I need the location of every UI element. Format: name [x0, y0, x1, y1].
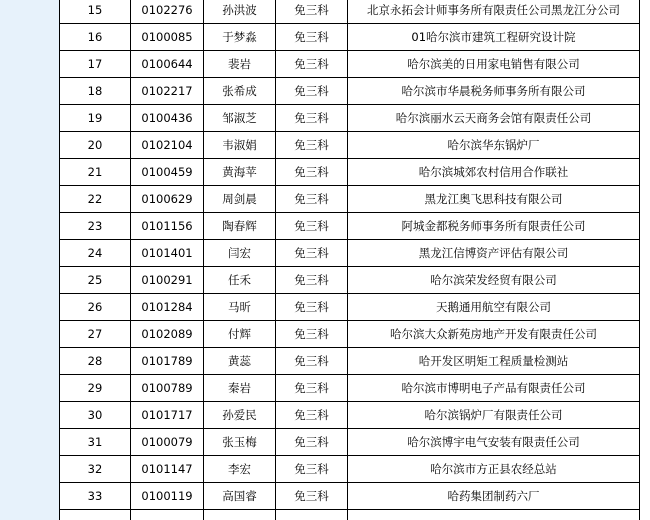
exam-code-cell: 0101789	[131, 348, 204, 375]
organization-cell: 哈药集团制药六厂	[348, 483, 640, 510]
page-margin-left	[0, 0, 59, 520]
row-number-cell: 27	[60, 321, 131, 348]
table-row	[60, 24, 640, 51]
person-name-cell: 陶春辉	[204, 213, 276, 240]
exam-code-cell: 0101284	[131, 294, 204, 321]
exam-code-cell: 0100459	[131, 159, 204, 186]
organization-cell: 哈尔滨博宇电气安装有限责任公司	[348, 429, 640, 456]
organization-cell: 哈开发区明矩工程质量检测站	[348, 348, 640, 375]
row-number-cell: 16	[60, 24, 131, 51]
person-name-cell: 闫宏	[204, 240, 276, 267]
organization-cell: 哈尔滨荣发经贸有限公司	[348, 267, 640, 294]
exemption-cell: 免三科	[276, 51, 348, 78]
exemption-cell	[276, 510, 348, 520]
exam-code-cell: 0100119	[131, 483, 204, 510]
row-number-cell: 21	[60, 159, 131, 186]
row-number-cell: 20	[60, 132, 131, 159]
person-name-cell: 任禾	[204, 267, 276, 294]
person-name-cell: 付辉	[204, 321, 276, 348]
table-row	[60, 402, 640, 429]
row-number-cell: 28	[60, 348, 131, 375]
exam-code-cell	[131, 510, 204, 520]
row-number-cell: 24	[60, 240, 131, 267]
table-row	[60, 78, 640, 105]
exemption-cell: 免三科	[276, 321, 348, 348]
person-name-cell: 孙爱民	[204, 402, 276, 429]
row-number-cell	[60, 510, 131, 520]
person-name-cell: 黄蕊	[204, 348, 276, 375]
organization-cell	[348, 510, 640, 520]
exam-code-cell: 0102104	[131, 132, 204, 159]
exemption-cell: 免三科	[276, 240, 348, 267]
exam-code-cell: 0100789	[131, 375, 204, 402]
organization-cell: 哈尔滨锅炉厂有限责任公司	[348, 402, 640, 429]
table-row	[60, 51, 640, 78]
table-row	[60, 456, 640, 483]
row-number-cell: 30	[60, 402, 131, 429]
organization-cell: 北京永拓会计师事务所有限责任公司黑龙江分公司	[348, 0, 640, 24]
organization-cell: 黑龙江信博资产评估有限公司	[348, 240, 640, 267]
table-row	[60, 429, 640, 456]
table-row	[60, 186, 640, 213]
organization-cell: 哈尔滨市博明电子产品有限责任公司	[348, 375, 640, 402]
row-number-cell: 22	[60, 186, 131, 213]
person-name-cell: 张玉梅	[204, 429, 276, 456]
row-number-cell: 31	[60, 429, 131, 456]
row-number-cell: 32	[60, 456, 131, 483]
table-row	[60, 483, 640, 510]
person-name-cell	[204, 510, 276, 520]
exemption-cell: 免三科	[276, 402, 348, 429]
row-number-cell: 29	[60, 375, 131, 402]
exemption-cell: 免三科	[276, 348, 348, 375]
exemption-cell: 免三科	[276, 294, 348, 321]
organization-cell: 天鹅通用航空有限公司	[348, 294, 640, 321]
exam-code-cell: 0101717	[131, 402, 204, 429]
table-row	[60, 267, 640, 294]
exemption-cell: 免三科	[276, 159, 348, 186]
table-row	[60, 0, 640, 24]
exam-code-cell: 0102276	[131, 0, 204, 24]
exemption-cell: 免三科	[276, 0, 348, 24]
organization-cell: 哈尔滨市方正县农经总站	[348, 456, 640, 483]
exam-code-cell: 0101401	[131, 240, 204, 267]
organization-cell: 黑龙江奥飞思科技有限公司	[348, 186, 640, 213]
exemption-cell: 免三科	[276, 132, 348, 159]
table-row	[60, 294, 640, 321]
table-body	[60, 0, 640, 520]
exemption-cell: 免三科	[276, 429, 348, 456]
organization-cell: 阿城金都税务师事务所有限责任公司	[348, 213, 640, 240]
table-row	[60, 510, 640, 520]
exemption-cell: 免三科	[276, 213, 348, 240]
person-name-cell: 马昕	[204, 294, 276, 321]
person-name-cell: 李宏	[204, 456, 276, 483]
organization-cell: 哈尔滨丽水云天商务会馆有限责任公司	[348, 105, 640, 132]
table-row	[60, 159, 640, 186]
row-number-cell: 18	[60, 78, 131, 105]
person-name-cell: 于梦淼	[204, 24, 276, 51]
person-name-cell: 周剑晨	[204, 186, 276, 213]
person-name-cell: 裴岩	[204, 51, 276, 78]
exam-code-cell: 0101147	[131, 456, 204, 483]
exemption-cell: 免三科	[276, 483, 348, 510]
row-number-cell: 23	[60, 213, 131, 240]
exam-code-cell: 0100644	[131, 51, 204, 78]
person-name-cell: 高国睿	[204, 483, 276, 510]
exam-code-cell: 0101156	[131, 213, 204, 240]
person-name-cell: 韦淑娟	[204, 132, 276, 159]
exemption-cell: 免三科	[276, 267, 348, 294]
exemption-table	[59, 0, 640, 520]
exam-code-cell: 0100079	[131, 429, 204, 456]
exemption-cell: 免三科	[276, 78, 348, 105]
row-number-cell: 19	[60, 105, 131, 132]
exemption-cell: 免三科	[276, 186, 348, 213]
exemption-cell: 免三科	[276, 375, 348, 402]
row-number-cell: 33	[60, 483, 131, 510]
exam-code-cell: 0100436	[131, 105, 204, 132]
table-row	[60, 240, 640, 267]
person-name-cell: 秦岩	[204, 375, 276, 402]
exam-code-cell: 0102089	[131, 321, 204, 348]
exemption-cell: 免三科	[276, 456, 348, 483]
table-row	[60, 132, 640, 159]
organization-cell: 哈尔滨华东锅炉厂	[348, 132, 640, 159]
organization-cell: 哈尔滨美的日用家电销售有限公司	[348, 51, 640, 78]
row-number-cell: 26	[60, 294, 131, 321]
exemption-cell: 免三科	[276, 105, 348, 132]
row-number-cell: 15	[60, 0, 131, 24]
organization-cell: 哈尔滨市华晨税务师事务所有限公司	[348, 78, 640, 105]
page-margin-right	[640, 0, 650, 520]
person-name-cell: 孙洪波	[204, 0, 276, 24]
exam-code-cell: 0100291	[131, 267, 204, 294]
table-row	[60, 105, 640, 132]
organization-cell: 01哈尔滨市建筑工程研究设计院	[348, 24, 640, 51]
table-row	[60, 213, 640, 240]
organization-cell: 哈尔滨大众新苑房地产开发有限责任公司	[348, 321, 640, 348]
table-row	[60, 375, 640, 402]
exam-code-cell: 0102217	[131, 78, 204, 105]
row-number-cell: 25	[60, 267, 131, 294]
table-row	[60, 321, 640, 348]
exam-code-cell: 0100085	[131, 24, 204, 51]
organization-cell: 哈尔滨城郊农村信用合作联社	[348, 159, 640, 186]
exam-code-cell: 0100629	[131, 186, 204, 213]
person-name-cell: 邹淑芝	[204, 105, 276, 132]
table-row	[60, 348, 640, 375]
row-number-cell: 17	[60, 51, 131, 78]
person-name-cell: 黄海苹	[204, 159, 276, 186]
exemption-cell: 免三科	[276, 24, 348, 51]
person-name-cell: 张希成	[204, 78, 276, 105]
